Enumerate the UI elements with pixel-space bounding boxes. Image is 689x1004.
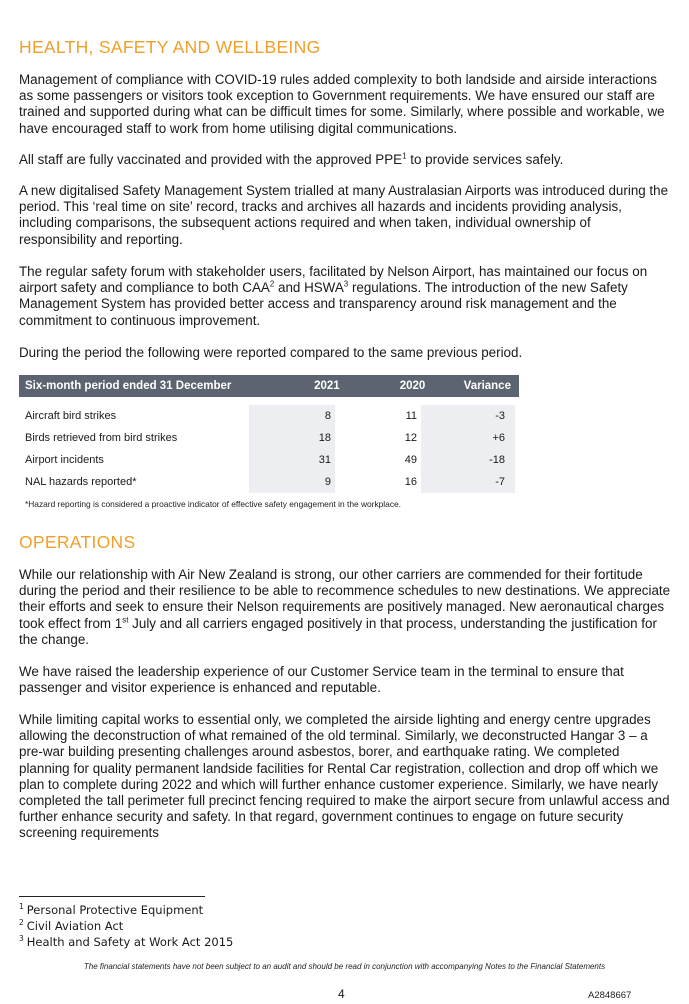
health-paragraph-1: Management of compliance with COVID-19 rules added complexity to both landside and airside interactions as some passengers or visitors took exception to Government requirements. We have ensured our staff are trained and supported during what can be difficult times for some. Similarly, where possible and workable, we have encouraged staff to work from home utilising digital communications. bbox=[19, 72, 665, 136]
row-label: Aircraft bird strikes bbox=[25, 410, 117, 422]
footnote-divider bbox=[19, 896, 205, 897]
table-header-2021: 2021 bbox=[314, 380, 340, 392]
operations-p1-text-a: While our relationship with Air New Zealand is strong, our other carriers are commended for their fortitude during the period and their resilience to be able to recommence schedules to new destinations. We appreciate their efforts and seek to ensure their Nelson requirements are positively managed. New aeronautical charges took effect from 1 bbox=[19, 567, 671, 631]
footnote-2 bbox=[19, 919, 123, 933]
footnote-number: 3 bbox=[19, 934, 24, 944]
health-paragraph-4 bbox=[19, 264, 671, 329]
table-row bbox=[19, 427, 519, 449]
operations-paragraph-1 bbox=[19, 567, 671, 648]
footnote-ref-1: 1 bbox=[402, 151, 407, 161]
operations-paragraph-2: We have raised the leadership experience of our Customer Service team in the terminal to ensure that passenger and visitor experience is enhanced and reputable. bbox=[19, 664, 624, 696]
health-p2-text: All staff are fully vaccinated and provided with the approved PPE bbox=[19, 152, 403, 167]
health-p4-text-a: The regular safety forum with stakeholder users, facilitated by Nelson Airport, has maintained our focus on airport safety and compliance to both CAA bbox=[19, 264, 648, 296]
footnote-text: Health and Safety at Work Act 2015 bbox=[26, 935, 234, 949]
footnote-ref-3: 3 bbox=[343, 279, 349, 289]
cell-2021: 8 bbox=[249, 405, 335, 427]
table-row bbox=[19, 405, 519, 427]
table-header-row bbox=[19, 375, 519, 397]
operations-p1-text-b: July and all carriers engaged positively in that process, understanding the justification for the change. bbox=[19, 615, 657, 647]
footnote-number: 1 bbox=[19, 902, 24, 912]
table-footnote: *Hazard reporting is considered a proactive indicator of effective safety engagement in the workplace. bbox=[25, 499, 401, 509]
row-label: Airport incidents bbox=[25, 454, 104, 466]
footnote-ref-2: 2 bbox=[269, 279, 275, 289]
table-header-period: Six-month period ended 31 December bbox=[25, 380, 232, 392]
row-label: Birds retrieved from bird strikes bbox=[25, 432, 178, 444]
table-row bbox=[19, 471, 519, 493]
footnote-1 bbox=[19, 903, 203, 917]
safety-statistics-table bbox=[19, 375, 519, 493]
cell-variance: -3 bbox=[421, 405, 515, 427]
audit-disclaimer: The financial statements have not been subject to an audit and should be read in conjunction with accompanying Notes to the Financial Statements bbox=[83, 962, 606, 971]
health-safety-heading: HEALTH, SAFETY AND WELLBEING bbox=[19, 37, 321, 57]
cell-variance: -7 bbox=[421, 471, 515, 493]
footnote-text: Civil Aviation Act bbox=[26, 919, 124, 933]
cell-2021: 9 bbox=[249, 471, 335, 493]
health-paragraph-5: During the period the following were reported compared to the same previous period. bbox=[19, 345, 523, 360]
cell-2020: 49 bbox=[404, 454, 417, 466]
health-paragraph-2 bbox=[19, 152, 671, 168]
table-header-variance: Variance bbox=[463, 380, 511, 392]
cell-2021: 31 bbox=[249, 449, 335, 471]
cell-variance: -18 bbox=[421, 449, 515, 471]
cell-2020: 16 bbox=[404, 476, 417, 488]
row-label: NAL hazards reported* bbox=[25, 476, 137, 488]
health-p4-text-c: regulations. The introduction of the new Safety Management System has provided better access and transparency around risk management and the commitment to continuous improvement. bbox=[19, 280, 628, 328]
ordinal-suffix: st bbox=[122, 615, 129, 625]
document-id: A2848667 bbox=[588, 990, 632, 1001]
operations-heading: OPERATIONS bbox=[19, 532, 136, 552]
footnote-3 bbox=[19, 935, 233, 949]
health-p2-text-end: to provide services safely. bbox=[406, 152, 564, 167]
health-paragraph-3: A new digitalised Safety Management System trialled at many Australasian Airports was introduced during the period. This ‘real time on site’ record, tracks and archives all hazards and incidents providing analysis, including comparisons, the subsequent actions required and when taken, individual ownership of responsibility and reporting. bbox=[19, 183, 669, 247]
cell-variance: +6 bbox=[421, 427, 515, 449]
cell-2021: 18 bbox=[249, 427, 335, 449]
footnote-text: Personal Protective Equipment bbox=[26, 903, 204, 917]
health-p4-text-b: and HSWA bbox=[274, 280, 344, 296]
page-number: 4 bbox=[338, 987, 345, 1001]
footnote-number: 2 bbox=[19, 918, 24, 928]
operations-paragraph-3: While limiting capital works to essential only, we completed the airside lighting and energy centre upgrades allowing the deconstruction of what remained of the old terminal. Similarly, we deconstructed Hangar 3 – a pre-war building presenting challenges around asbestos, borer, and earthquake rating. We completed planning for quality permanent landside facilities for Rental Car registration, collection and drop off which we plan to complete during 2022 and which will further enhance customer experience. Similarly, we have nearly completed the tall perimeter full precinct fencing required to make the airport secure from unlawful access and further enhance security and safety. In that regard, government continues to engage on future security screening requirements bbox=[19, 712, 670, 841]
cell-2020: 12 bbox=[404, 432, 417, 444]
table-header-2020: 2020 bbox=[399, 380, 426, 392]
table-body bbox=[19, 405, 519, 493]
cell-2020: 11 bbox=[405, 410, 417, 422]
table-row bbox=[19, 449, 519, 471]
